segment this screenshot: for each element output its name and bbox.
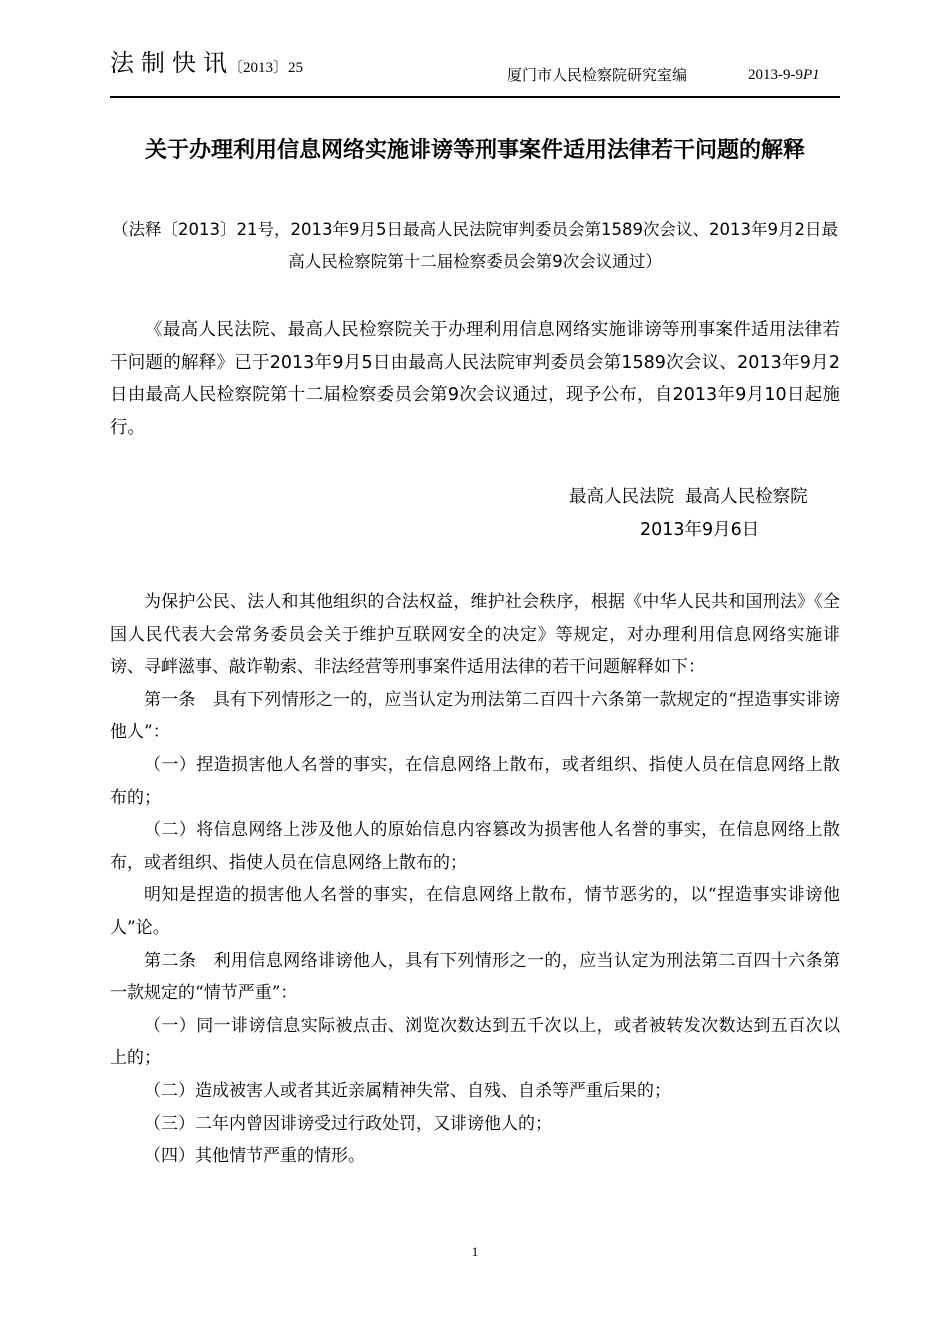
header-date-text: 2013-9-9 (748, 67, 803, 83)
article-1-item-2: （二）将信息网络上涉及他人的原始信息内容篡改为损害他人名誉的事实，在信息网络上散布，或者组织、指使人员在信息网络上散布的； (110, 820, 840, 873)
signature-date: 2013年9月6日 (640, 520, 760, 540)
interpretation-body (110, 586, 840, 1173)
article-2-item-3: （三）二年内曾因诽谤受过行政处罚，又诽谤他人的； (144, 1113, 552, 1134)
article-1-clause: 明知是捏造的损害他人名誉的事实，在信息网络上散布，情节恶劣的，以“捏造事实诽谤他人”论。 (110, 885, 840, 938)
article-2-item-2: （二）造成被害人或者其近亲属精神失常、自残、自杀等严重后果的； (144, 1080, 671, 1101)
article-2-item-1: （一）同一诽谤信息实际被点击、浏览次数达到五千次以上，或者被转发次数达到五百次以上的； (110, 1015, 840, 1069)
article-1-item-1: （一）捏造损害他人名誉的事实，在信息网络上散布，或者组织、指使人员在信息网络上散布的； (110, 754, 840, 808)
page-number: 1 (471, 1244, 479, 1259)
header-date (748, 65, 820, 85)
issue-number: 〔2013〕25 (228, 60, 304, 76)
article-2: 第二条 利用信息网络诽谤他人，具有下列情形之一的，应当认定为刑法第二百四十六条第一款规定的“情节严重”： (110, 950, 840, 1004)
header-page-tag: P1 (803, 67, 820, 83)
newsletter-title: 法制快讯 (110, 49, 234, 77)
header-rule (110, 96, 840, 98)
article-2-item-4: （四）其他情节严重的情形。 (144, 1146, 365, 1167)
document-subtitle: （法释〔2013〕21号，2013年9月5日最高人民法院审判委员会第1589次会议、2013年9月2日最高人民检察院第十二届检察委员会第9次会议通过） (112, 220, 838, 271)
signature-orgs: 最高人民法院 最高人民检察院 (569, 487, 808, 507)
preamble-paragraph: 为保护公民、法人和其他组织的合法权益，维护社会秩序，根据《中华人民共和国刑法》《全国人民代表大会常务委员会关于维护互联网安全的决定》等规定，对办理利用信息网络实施诽谤、寻衅滋事、敲诈勒索、非法经营等刑事案件适用法律的若干问题解释如下： (110, 592, 840, 678)
promulgation-notice: 《最高人民法院、最高人民检察院关于办理利用信息网络实施诽谤等刑事案件适用法律若干问题的解释》已于2013年9月5日由最高人民法院审判委员会第1589次会议、2013年9月2日由最高人民检察院第十二届检察委员会第9次会议通过，现予公布，自2013年9月10日起施行。 (110, 320, 840, 438)
editor-name: 厦门市人民检察院研究室编 (507, 66, 688, 84)
document-title: 关于办理利用信息网络实施诽谤等刑事案件适用法律若干问题的解释 (144, 138, 805, 163)
article-1: 第一条 具有下列情形之一的，应当认定为刑法第二百四十六条第一款规定的“捏造事实诽谤他人”： (110, 689, 840, 743)
